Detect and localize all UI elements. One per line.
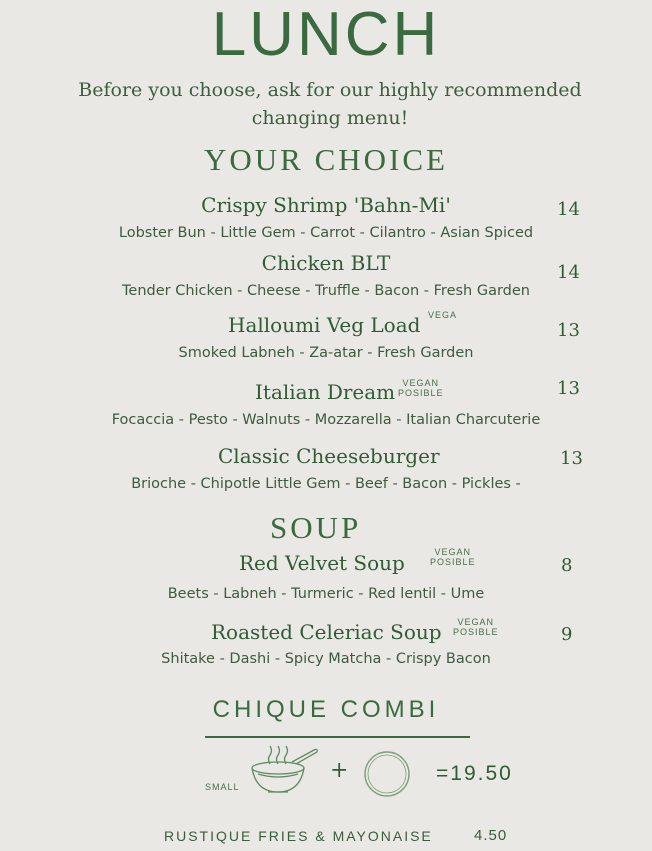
item-price-bahn-mi: 14 [557, 199, 580, 220]
item-tag-halloumi: VEGA [428, 310, 458, 320]
soup-bowl-icon [248, 744, 320, 796]
item-name-celeriac: Roasted Celeriac Soup [211, 620, 442, 644]
item-price-cheeseburger: 13 [560, 448, 583, 469]
item-desc-chicken-blt: Tender Chicken - Cheese - Truffle - Bacon - Fresh Garden [122, 283, 530, 299]
item-desc-halloumi: Smoked Labneh - Za-atar - Fresh Garden [178, 345, 474, 361]
tag-posible: POSIBLE [398, 388, 444, 398]
item-desc-bahn-mi: Lobster Bun - Little Gem - Carrot - Cilantro - Asian Spiced [118, 225, 534, 241]
tag-vegan: VEGAN [402, 378, 440, 388]
intro-line-1: Before you choose, ask for our highly recommended [78, 79, 582, 101]
item-desc-italian-dream: Focaccia - Pesto - Walnuts - Mozzarella - Italian Charcuterie [111, 412, 541, 428]
menu-title: LUNCH [211, 0, 441, 69]
section-heading-choice: YOUR CHOICE [204, 142, 448, 177]
tag-posible: POSIBLE [453, 627, 499, 637]
item-price-celeriac: 9 [561, 624, 573, 645]
item-name-halloumi: Halloumi Veg Load [228, 313, 421, 337]
item-desc-cheeseburger: Brioche - Chipotle Little Gem - Beef - Bacon - Pickles - [131, 476, 521, 492]
item-tag-celeriac [453, 617, 499, 637]
combi-small-label: SMALL [205, 782, 240, 792]
section-heading-soup: SOUP [270, 510, 362, 545]
item-name-cheeseburger: Classic Cheeseburger [218, 444, 440, 468]
item-name-red-velvet: Red Velvet Soup [239, 551, 405, 575]
item-price-red-velvet: 8 [561, 555, 573, 576]
item-name-italian-dream: Italian Dream [255, 380, 396, 404]
combi-total: =19.50 [436, 762, 513, 785]
fries-price: 4.50 [474, 827, 508, 844]
intro-text [30, 76, 630, 132]
item-desc-celeriac: Shitake - Dashi - Spicy Matcha - Crispy Bacon [161, 651, 491, 667]
item-price-chicken-blt: 14 [557, 262, 580, 283]
combi-plus: + [330, 758, 349, 783]
item-tag-italian-dream [398, 378, 444, 398]
tag-vegan: VEGAN [434, 547, 472, 557]
tag-posible: POSIBLE [430, 557, 476, 567]
combi-divider [205, 736, 470, 738]
item-price-halloumi: 13 [557, 320, 580, 341]
item-name-chicken-blt: Chicken BLT [261, 251, 391, 275]
item-tag-red-velvet [430, 547, 476, 567]
item-name-bahn-mi: Crispy Shrimp 'Bahn-Mi' [201, 193, 451, 217]
combi-heading: CHIQUE COMBI [212, 696, 440, 723]
intro-line-2: changing menu! [251, 107, 409, 129]
item-desc-red-velvet: Beets - Labneh - Turmeric - Red lentil - Ume [167, 586, 485, 602]
fries-label: RUSTIQUE FRIES & MAYONAISE [164, 828, 433, 844]
tag-vegan: VEGAN [457, 617, 495, 627]
item-price-italian-dream: 13 [557, 378, 580, 399]
plate-icon [362, 750, 412, 798]
